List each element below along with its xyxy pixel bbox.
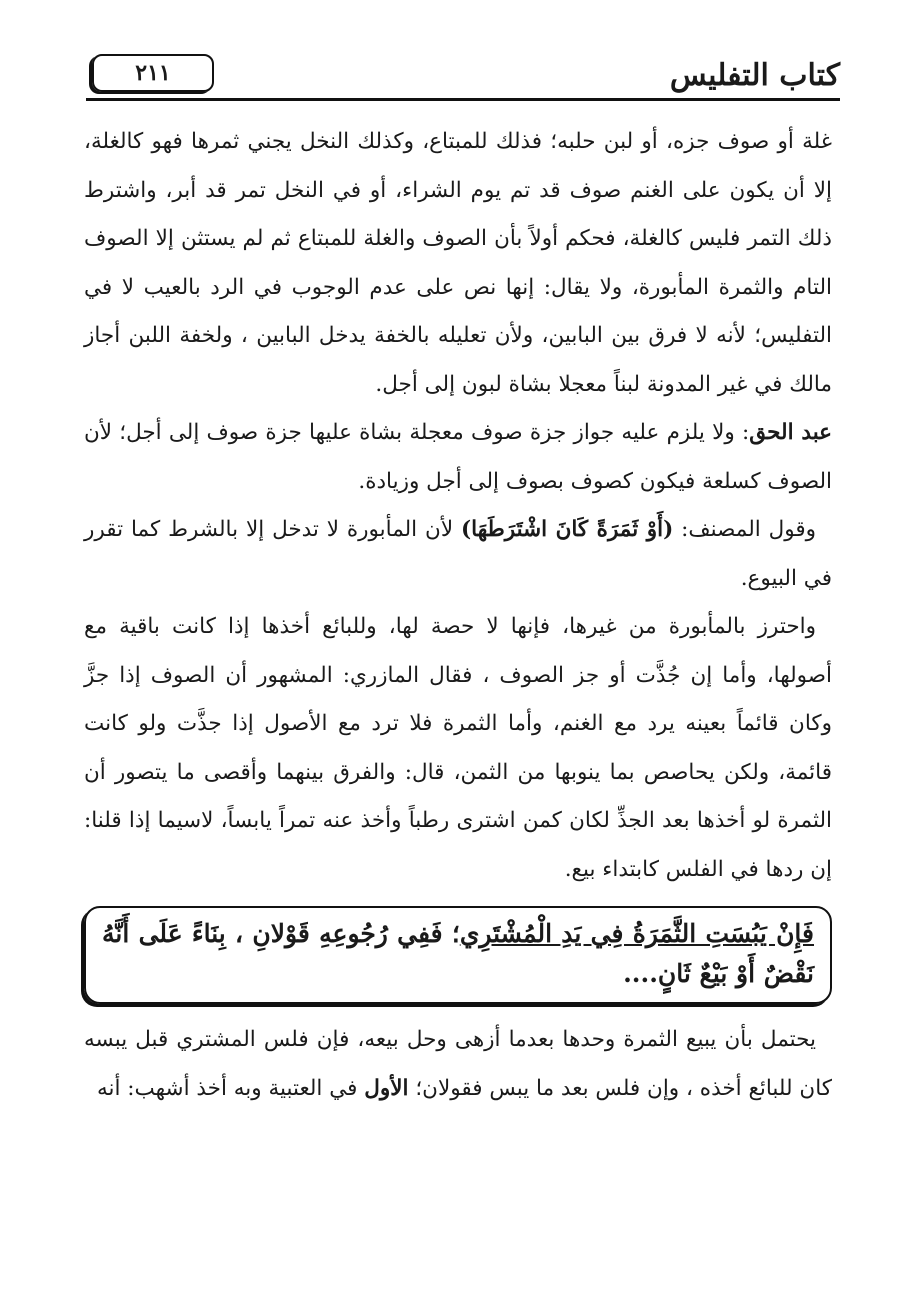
book-title: كتاب التفليس [669, 58, 840, 93]
paragraph-5 [84, 1016, 832, 1113]
paragraph-1: غلة أو صوف جزه، أو لبن حلبه؛ فذلك للمبتاع، وكذلك النخل يجني ثمرها فهو كالغلة، إلا أن يكون على الغنم صوف قد تم يوم الشراء، أو في النخل تمر قد أبر، واشترط ذلك التمر فليس كالغلة، فحكم أولاً بأن الصوف والغلة للمبتاع ثم لم يستثن إلا الصوف التام والثمرة المأبورة، ولا يقال: إنها نص على عدم الوجوب في الرد بالعيب لا في التفليس؛ لأنه لا فرق بين البابين، ولأن تعليله بالخفة يدخل البابين ، ولخفة اللبن أجاز مالك في غير المدونة لبناً معجلا بشاة لبون إلى أجل. [84, 129, 832, 397]
page-number: ٢١١ [92, 54, 214, 92]
quoted-matn: (أَوْ ثَمَرَةً كَانَ اشْتَرَطَهَا) [460, 517, 674, 542]
bold-term: الأول [364, 1075, 409, 1101]
paragraph-2 [84, 409, 832, 506]
matn-rest-text: ؛ فَفِي رُجُوعِهِ قَوْلانِ ، بِنَاءً عَلَى أَنَّهُ نَقْضٌ أَوْ بَيْعٌ ثَانٍ.... [102, 919, 814, 988]
scholar-name: عبد الحق [749, 420, 833, 445]
paragraph-4: واحترز بالمأبورة من غيرها، فإنها لا حصة لها، وللبائع أخذها إذا كانت باقية مع أصولها، وأما إن جُذَّت أو جز الصوف ، فقال المازري: المشهور أن الصوف إذا جزَّ وكان قائماً بعينه يرد مع الغنم، وأما الثمرة فلا ترد مع الأصول إذا جذَّت ولو كانت قائمة، ولكن يحاصص بما ينوبها من الثمن، قال: والفرق بينهما وأقصى ما يتصور أن الثمرة لو أخذها بعد الجذِّ لكان كمن اشترى رطباً وأخذ عنه تمراً يابساً، لاسيما إذا قلنا: إن ردها في الفلس كابتداء بيع. [84, 614, 832, 882]
paragraph-5-tail: في العتبية وبه أخذ أشهب: أنه [96, 1075, 365, 1101]
page-body [84, 118, 832, 1113]
paragraph-3-lead: وقول المصنف: [673, 517, 817, 542]
page-header [86, 48, 840, 101]
paragraph-2-text: : ولا يلزم عليه جواز جزة صوف معجلة بشاة عليها جزة صوف إلى أجل؛ لأن الصوف كسلعة فيكون كصوف بصوف إلى أجل وزيادة. [84, 420, 832, 494]
matn-underlined-text: فَإِنْ يَبُسَتِ الثَّمَرَةُ فِي يَدِ الْمُشْتَرِي [459, 919, 814, 948]
matn-text-box [84, 906, 832, 1004]
paragraph-3 [84, 506, 832, 603]
paragraph-5-text: يحتمل بأن يبيع الثمرة وحدها بعدما أزهى وحل بيعه، فإن فلس المشتري قبل يبسه كان للبائع أخذه ، وإن فلس بعد ما يبس فقولان؛ [84, 1027, 832, 1101]
paragraph-3-text: لأن المأبورة لا تدخل إلا بالشرط كما تقرر في البيوع. [84, 517, 832, 591]
